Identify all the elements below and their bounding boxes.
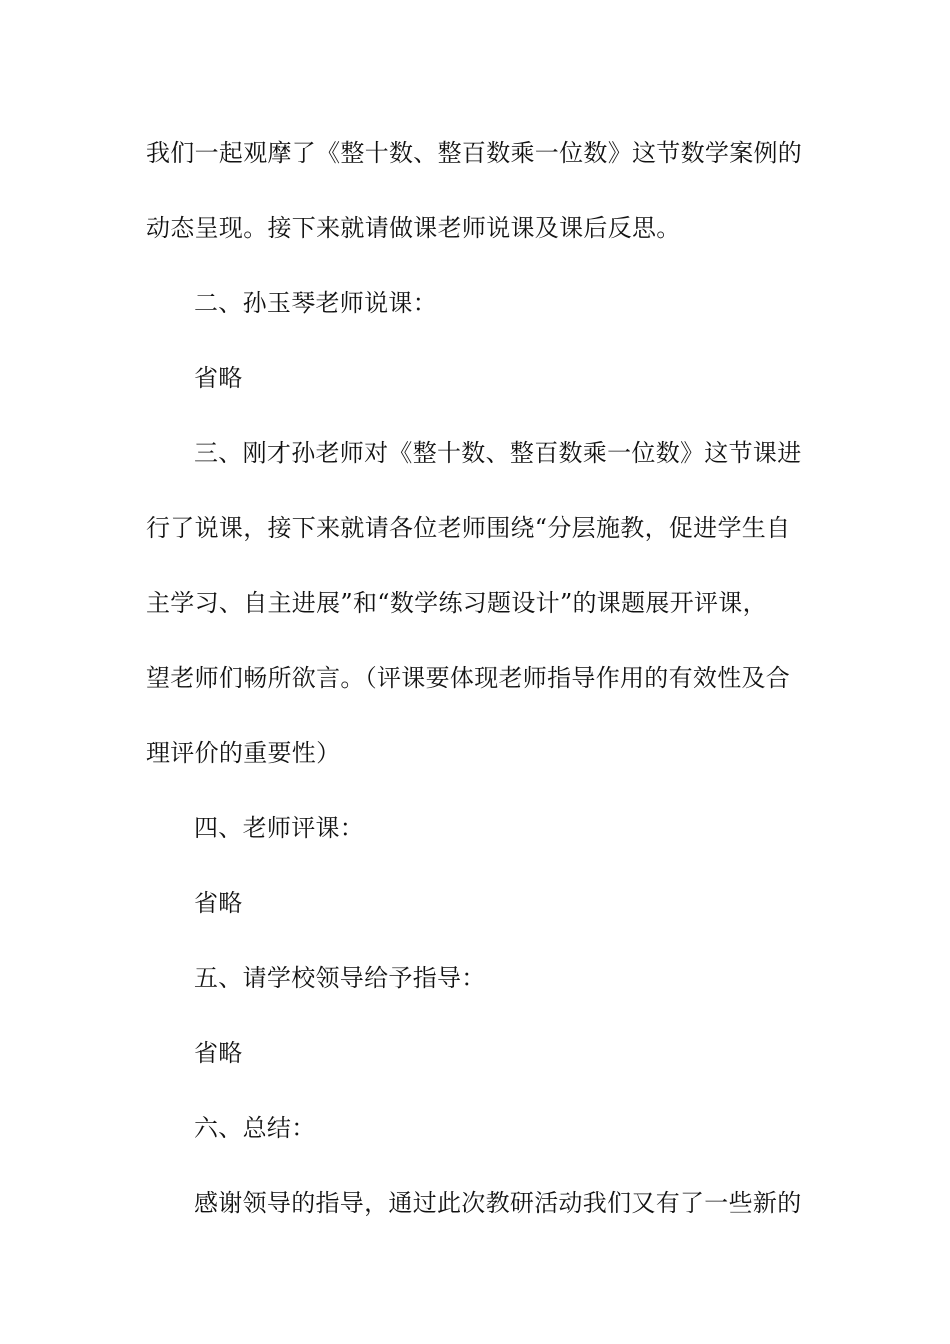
omitted-note: 省略 [194,889,243,917]
body-line-1: 我们一起观摩了《整十数、整百数乘一位数》这节数学案例的 [146,139,803,167]
body-line-6: 行了说课，接下来就请各位老师围绕“分层施教，促进学生自 [146,514,791,542]
body-line-8: 望老师们畅所欲言。（评课要体现老师指导作用的有效性及合 [146,664,791,692]
omitted-note: 省略 [194,364,243,392]
summary-line: 感谢领导的指导，通过此次教研活动我们又有了一些新的 [194,1189,802,1217]
section-heading-4: 四、老师评课： [194,814,365,842]
section-heading-5: 五、请学校领导给予指导： [194,964,486,992]
body-line-7: 主学习、自主进展”和“数学练习题设计”的课题展开评课， [146,589,767,617]
section-heading-2: 二、孙玉琴老师说课： [194,289,437,317]
body-line-9: 理评价的重要性） [146,739,341,767]
section-heading-6: 六、总结： [194,1114,316,1142]
body-line-2: 动态呈现。接下来就请做课老师说课及课后反思。 [146,214,681,242]
omitted-note: 省略 [194,1039,243,1067]
document-body [146,126,806,1251]
section-heading-3: 三、刚才孙老师对《整十数、整百数乘一位数》这节课进 [194,439,802,467]
